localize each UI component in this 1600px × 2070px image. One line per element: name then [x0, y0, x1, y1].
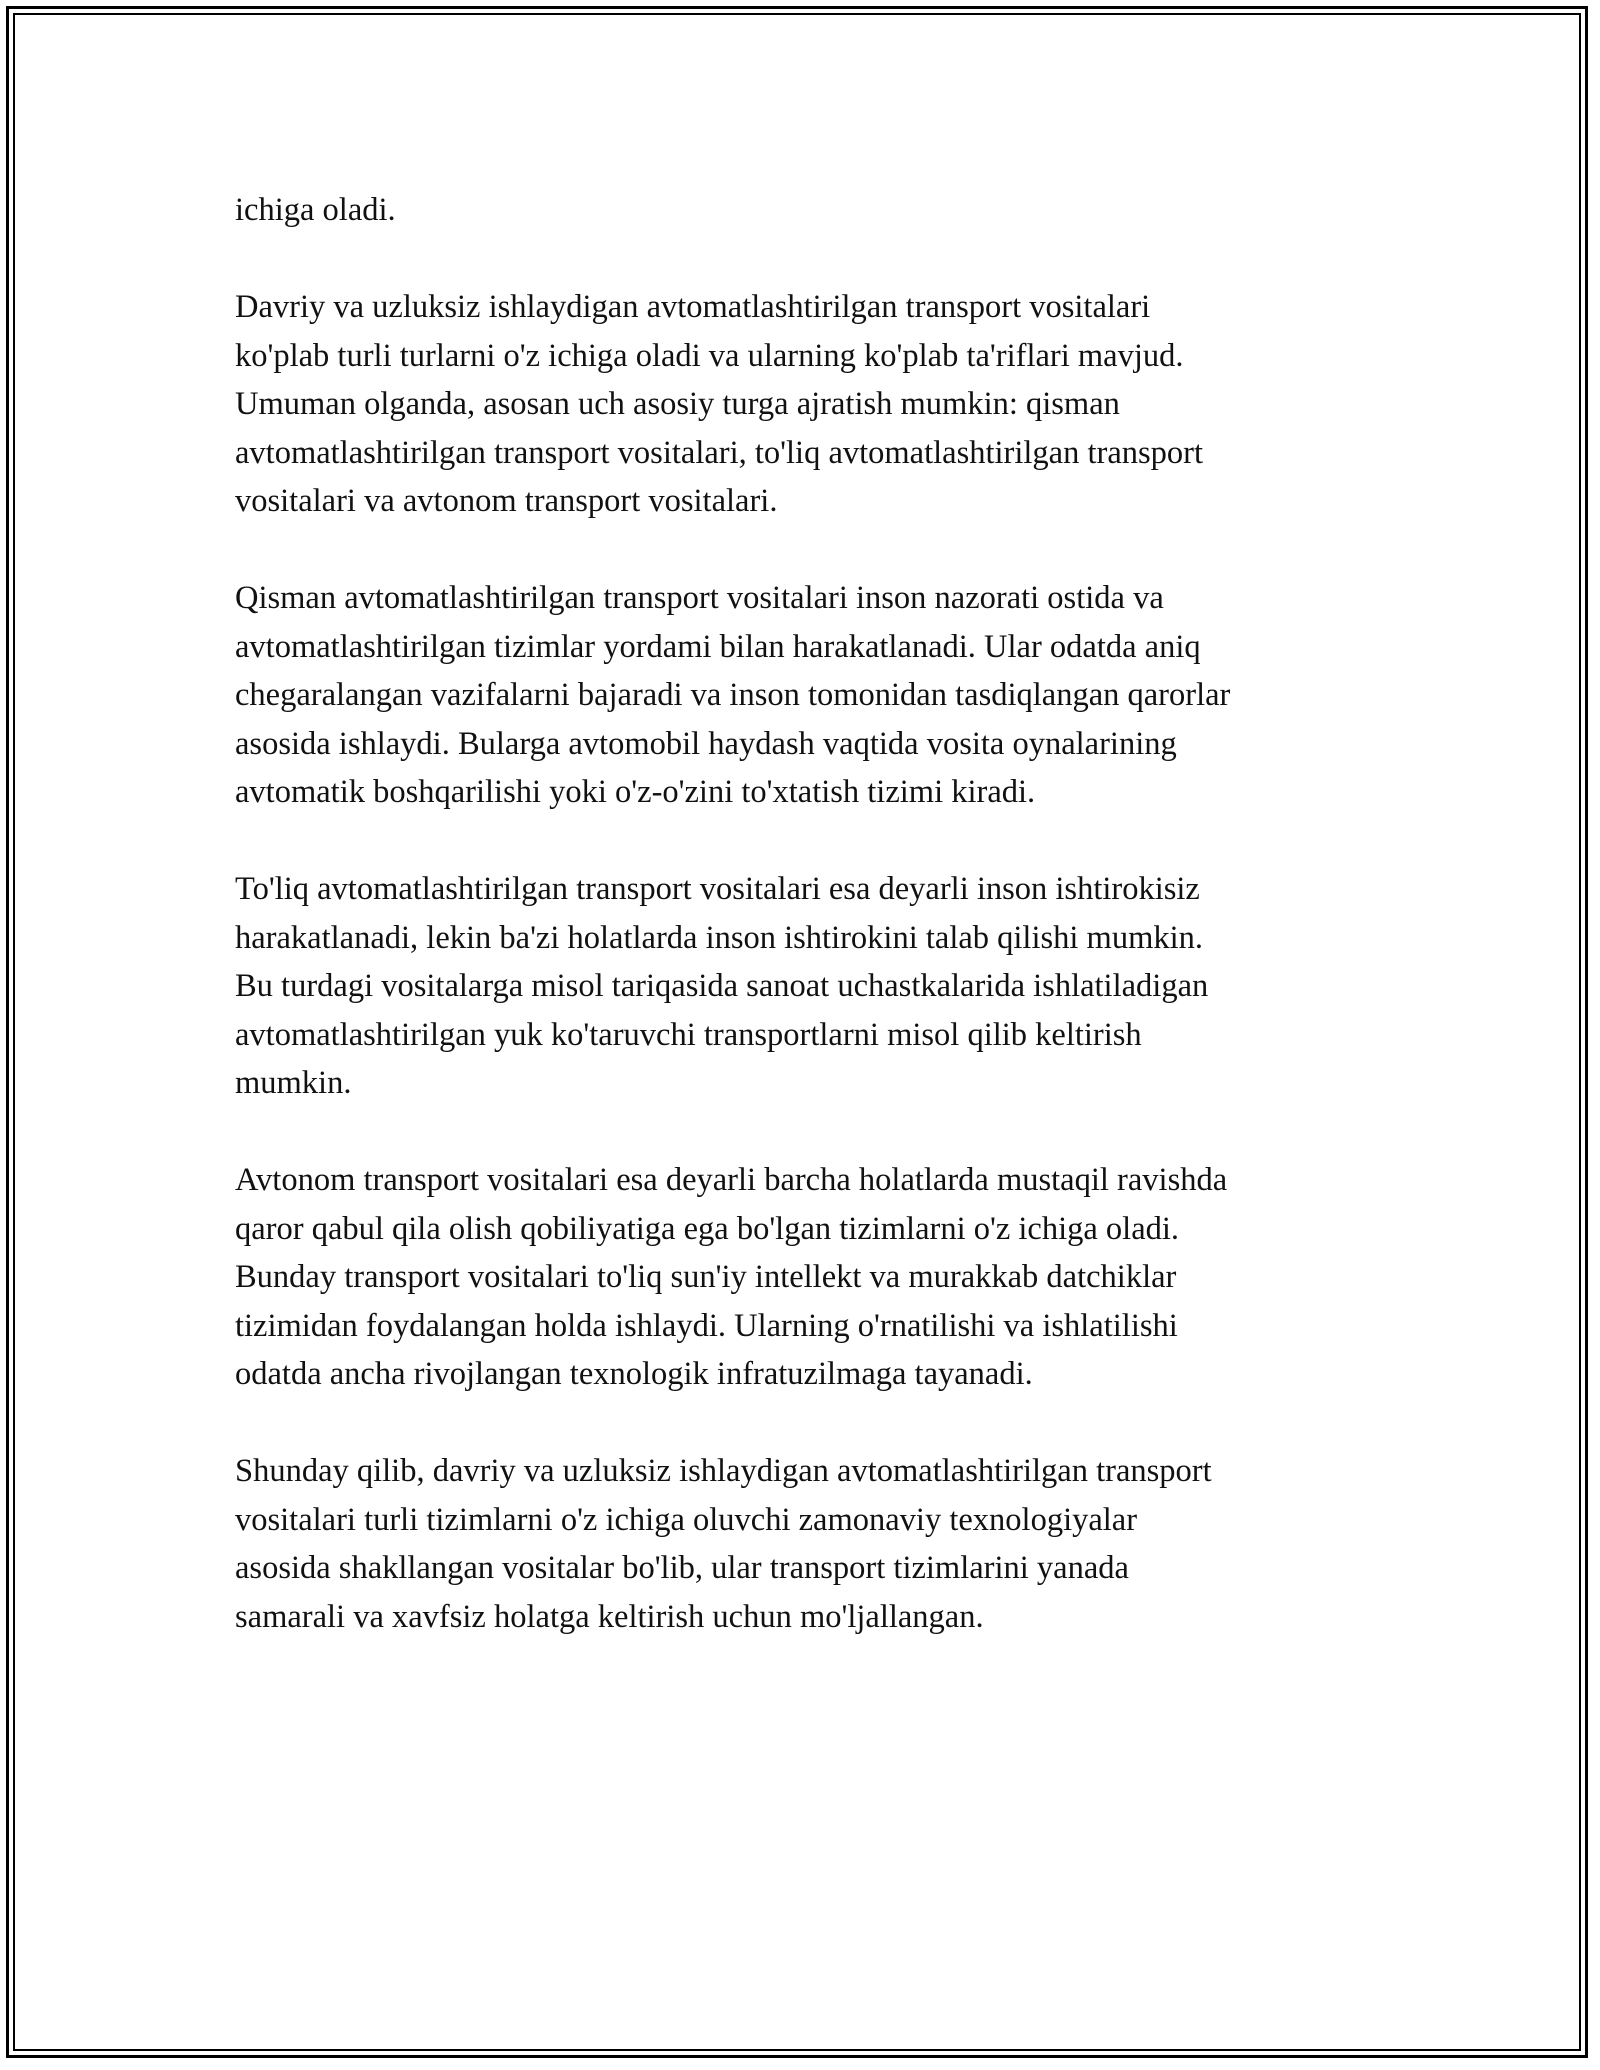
text-line: avtomatlashtirilgan transport vositalari, to'liq avtomatlashtirilgan transport — [235, 434, 1204, 471]
text-line: avtomatlashtirilgan yuk ko'taruvchi transportlarni misol qilib keltirish — [235, 1016, 1142, 1053]
text-line: Davriy va uzluksiz ishlaydigan avtomatlashtirilgan transport vositalari — [235, 289, 1151, 325]
paragraph-5 — [235, 1156, 1385, 1399]
text-line: asosida shakllangan vositalar bo'lib, ular transport tizimlarini yanada — [235, 1550, 1129, 1586]
text-line: ko'plab turli turlarni o'z ichiga oladi va ularning ko'plab ta'riflari mavjud. — [235, 337, 1184, 374]
text-line: Umuman olganda, asosan uch asosiy turga ajratish mumkin: qisman — [235, 386, 1120, 422]
text-line: Shunday qilib, davriy va uzluksiz ishlaydigan avtomatlashtirilgan transport — [235, 1453, 1212, 1489]
text-line: odatda ancha rivojlangan texnologik infratuzilmaga tayanadi. — [235, 1356, 1033, 1392]
text-line: To'liq avtomatlashtirilgan transport vositalari esa deyarli inson ishtirokisiz — [235, 871, 1200, 907]
text-line: vositalari va avtonom transport vositalari. — [235, 483, 778, 519]
document-body — [235, 186, 1385, 1690]
paragraph-2 — [235, 283, 1385, 526]
text-line: Bu turdagi vositalarga misol tariqasida sanoat uchastkalarida ishlatiladigan — [235, 968, 1209, 1004]
paragraph-1 — [235, 186, 1385, 235]
text-line: tizimidan foydalangan holda ishlaydi. Ularning o'rnatilishi va ishlatilishi — [235, 1307, 1178, 1344]
text-line: Avtonom transport vositalari esa deyarli barcha holatlarda mustaqil ravishda — [235, 1162, 1228, 1198]
text-line: ichiga oladi. — [235, 192, 396, 228]
text-line: avtomatik boshqarilishi yoki o'z-o'zini to'xtatish tizimi kiradi. — [235, 774, 1036, 810]
text-line: avtomatlashtirilgan tizimlar yordami bilan harakatlanadi. Ular odatda aniq — [235, 628, 1201, 665]
text-line: harakatlanadi, lekin ba'zi holatlarda inson ishtirokini talab qilishi mumkin. — [235, 919, 1204, 956]
paragraph-4 — [235, 865, 1385, 1108]
text-line: samarali va xavfsiz holatga keltirish uchun mo'ljallangan. — [235, 1598, 984, 1635]
text-line: chegaralangan vazifalarni bajaradi va inson tomonidan tasdiqlangan qarorlar — [235, 677, 1231, 713]
text-line: Bunday transport vositalari to'liq sun'iy intellekt va murakkab datchiklar — [235, 1259, 1177, 1295]
text-line: asosida ishlaydi. Bularga avtomobil haydash vaqtida vosita oynalarining — [235, 725, 1177, 762]
text-line: Qisman avtomatlashtirilgan transport vositalari inson nazorati ostida va — [235, 580, 1164, 616]
text-line: vositalari turli tizimlarni o'z ichiga oluvchi zamonaviy texnologiyalar — [235, 1501, 1138, 1538]
paragraph-6 — [235, 1447, 1385, 1641]
text-line: qaror qabul qila olish qobiliyatiga ega bo'lgan tizimlarni o'z ichiga oladi. — [235, 1210, 1180, 1247]
paragraph-3 — [235, 574, 1385, 817]
text-line: mumkin. — [235, 1065, 352, 1101]
